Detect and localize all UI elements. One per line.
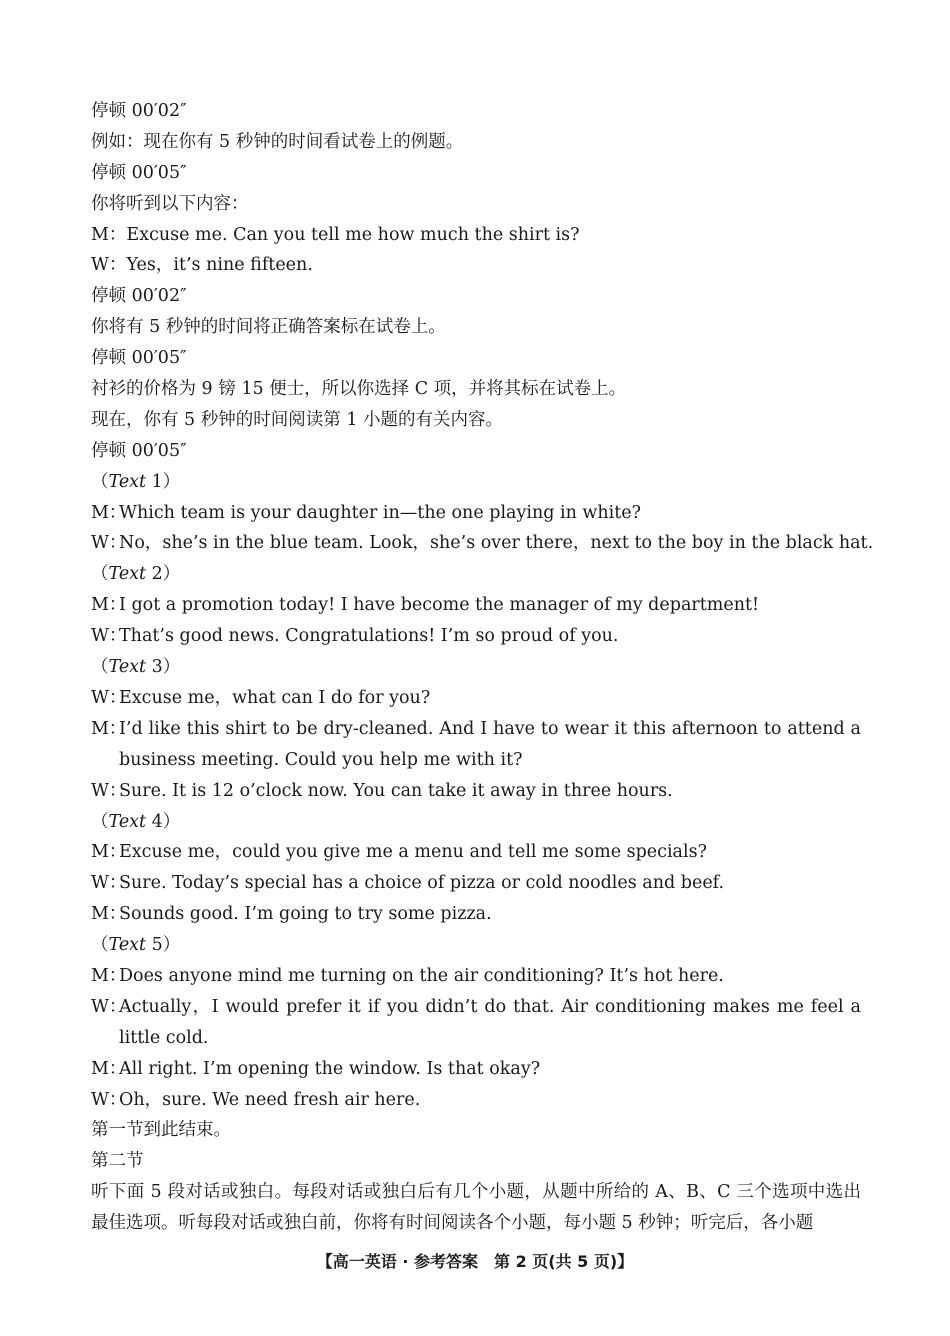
pause-line: 停顿 00′05″ [91, 440, 187, 461]
speaker-label: W： [91, 533, 127, 554]
speaker-label: M： [91, 904, 127, 925]
read-question-instruction: 现在，你有 5 秒钟的时间阅读第 1 小题的有关内容。 [91, 409, 504, 430]
speaker-label: W： [91, 626, 127, 647]
example-instruction: 例如：现在你有 5 秒钟的时间看试卷上的例题。 [91, 131, 464, 152]
speaker-label: M： [91, 502, 127, 523]
you-will-hear-line: 你将听到以下内容： [91, 193, 249, 214]
dialogue-turn [91, 961, 861, 992]
utterance: No，she’s in the blue team. Look，she’s over there，next to the boy in the black hat. [119, 533, 874, 554]
dialogue-turn [91, 528, 874, 559]
dialogue-turn [91, 992, 861, 1054]
utterance: All right. I’m opening the window. Is that okay? [119, 1058, 541, 1079]
utterance: I got a promotion today! I have become the manager of my department! [119, 595, 760, 616]
dialogue-turn [91, 621, 861, 652]
utterance: Excuse me，could you give me a menu and tell me some specials? [119, 842, 707, 863]
example-dialogue-line: M：Excuse me. Can you tell me how much the shirt is? [91, 224, 580, 245]
intro-block [91, 96, 861, 467]
speaker-label: M： [91, 1058, 127, 1079]
text-2-block [91, 559, 861, 652]
speaker-label: W： [91, 1089, 127, 1110]
text-4-block [91, 807, 861, 931]
section-2-instructions: 听下面 5 段对话或独白。每段对话或独白后有几个小题，从题中所给的 A、B、C 三个选项中选出最佳选项。听每段对话或独白前，你将有时间阅读各个小题，每小题 5 秒钟；听完后，各小题 [91, 1182, 861, 1234]
mark-answer-instruction: 你将有 5 秒钟的时间将正确答案标在试卷上。 [91, 317, 446, 338]
text-2-heading: （Text 2） [91, 564, 181, 585]
pause-line: 停顿 00′05″ [91, 348, 187, 369]
text-5-heading: （Text 5） [91, 935, 181, 956]
dialogue-turn [91, 776, 861, 807]
closing-block [91, 1115, 861, 1239]
utterance: Which team is your daughter in—the one playing in white? [119, 502, 642, 523]
pause-line: 停顿 00′02″ [91, 286, 187, 307]
dialogue-turn [91, 714, 861, 776]
dialogue-turn [91, 683, 861, 714]
utterance: Actually，I would prefer it if you didn’t do that. Air conditioning makes me feel a little cold. [119, 996, 861, 1048]
page-footer: 【高一英语 · 参考答案 第 2 页(共 5 页)】 [316, 1252, 634, 1271]
example-dialogue-line: W：Yes，it’s nine fifteen. [91, 255, 313, 276]
section-2-title: 第二节 [91, 1151, 144, 1172]
speaker-label: W： [91, 687, 127, 708]
text-1-heading: （Text 1） [91, 471, 181, 492]
dialogue-turn [91, 1054, 861, 1085]
text-3-heading: （Text 3） [91, 657, 181, 678]
utterance: Does anyone mind me turning on the air conditioning? It’s hot here. [119, 965, 724, 986]
text-5-block [91, 930, 861, 1115]
speaker-label: M： [91, 842, 127, 863]
utterance: Oh，sure. We need fresh air here. [119, 1089, 421, 1110]
utterance: Sure. Today’s special has a choice of pizza or cold noodles and beef. [119, 873, 725, 894]
utterance: Excuse me，what can I do for you? [119, 687, 431, 708]
section-end-line: 第一节到此结束。 [91, 1120, 231, 1141]
text-3-block [91, 652, 861, 806]
answer-key-page [91, 96, 874, 1239]
utterance: I’d like this shirt to be dry-cleaned. And I have to wear it this afternoon to attend a business meeting. Could you help me with it? [119, 718, 861, 770]
dialogue-turn [91, 868, 861, 899]
pause-line: 停顿 00′05″ [91, 162, 187, 183]
speaker-label: M： [91, 718, 127, 739]
dialogue-turn [91, 590, 861, 621]
text-1-block [91, 467, 874, 560]
pause-line: 停顿 00′02″ [91, 101, 187, 121]
speaker-label: W： [91, 780, 127, 801]
utterance: Sure. It is 12 o’clock now. You can take it away in three hours. [119, 780, 673, 801]
utterance: That’s good news. Congratulations! I’m so proud of you. [119, 626, 619, 647]
dialogue-turn [91, 899, 861, 930]
speaker-label: M： [91, 595, 127, 616]
speaker-label: M： [91, 965, 127, 986]
dialogue-turn [91, 1085, 861, 1116]
speaker-label: W： [91, 873, 127, 894]
example-explanation: 衬衫的价格为 9 镑 15 便士，所以你选择 C 项，并将其标在试卷上。 [91, 379, 627, 400]
dialogue-turn [91, 837, 861, 868]
speaker-label: W： [91, 996, 127, 1017]
text-4-heading: （Text 4） [91, 811, 181, 832]
dialogue-turn [91, 498, 861, 529]
utterance: Sounds good. I’m going to try some pizza. [119, 904, 492, 925]
